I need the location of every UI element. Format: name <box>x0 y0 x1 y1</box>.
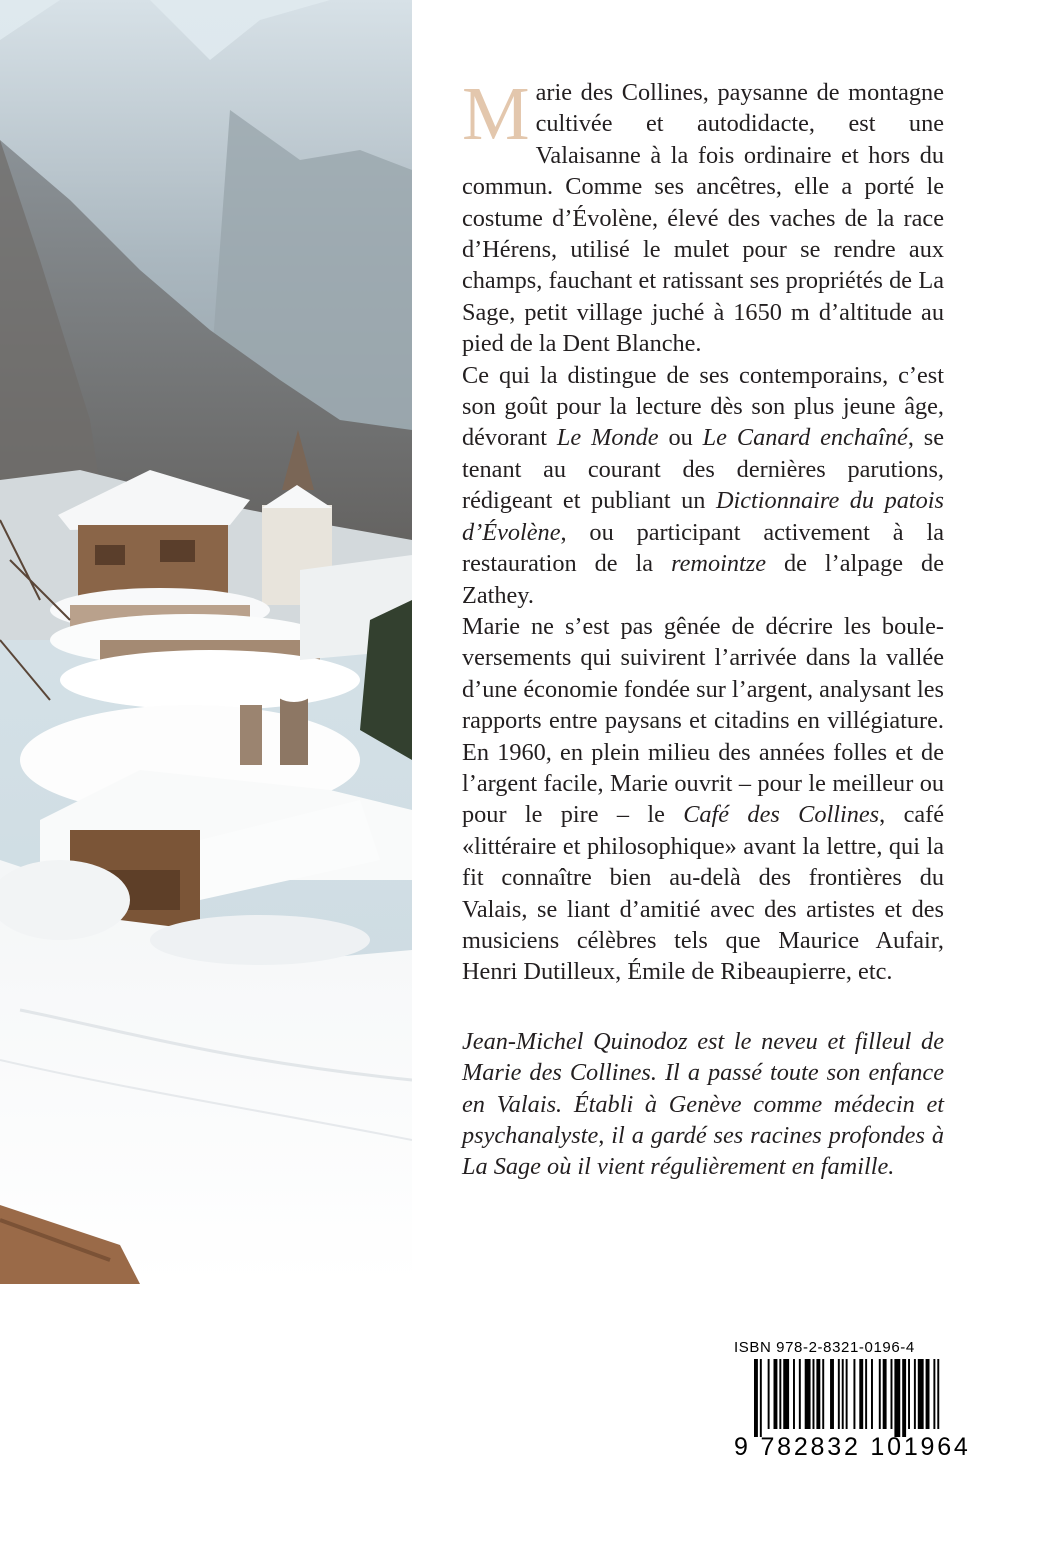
barcode-bar <box>813 1359 815 1429</box>
p2-title-le-monde: Le Monde <box>556 424 659 452</box>
author-bio: Jean-Michel Quinodoz est le neveu et filleul de Marie des Collines. Il a passé toute son enfance en Valais. Établi à Genève comme médecin et psychanalyste, il a gardé ses racines profondes à La Sage où il vient régulièrement en famille. <box>462 1027 944 1181</box>
barcode-bar <box>830 1359 834 1429</box>
p2-text-i: de l’alpage de Zathey. <box>462 550 944 609</box>
barcode-bar <box>768 1359 770 1429</box>
barcode-bar <box>871 1359 873 1429</box>
barcode-bar <box>779 1359 781 1429</box>
barcode-bar <box>805 1359 811 1429</box>
barcode-bar <box>926 1359 930 1429</box>
isbn-barcode <box>734 1339 971 1464</box>
barcode-bar <box>879 1359 881 1429</box>
barcode-bar <box>933 1359 935 1429</box>
isbn-label: ISBN 978-2-8321-0196-4 <box>734 1339 915 1356</box>
barcode-bars <box>734 1359 946 1437</box>
p2-text-c: ou <box>658 424 703 452</box>
barcode-bar <box>816 1359 820 1429</box>
back-cover-text <box>462 72 945 1183</box>
barcode-bar <box>914 1359 916 1429</box>
p3-text-c: , café «littéraire et philosophique» avant la lettre, qui la fit connaître bien au-delà des frontières du Valais, se liant d’amitié avec des artistes et des musiciens célèbres tels que Maurice Aufair, Henri Dutilleux, Émile de Ribeaupierre, etc. <box>462 801 945 986</box>
p2-text-g: , ou participant activement à la restauration de la <box>462 518 944 578</box>
paragraph-2 <box>462 360 944 611</box>
barcode-bar <box>918 1359 924 1429</box>
barcode-bar <box>774 1359 778 1429</box>
barcode-bar <box>894 1359 900 1437</box>
paragraph-1 <box>462 72 944 360</box>
barcode-bar <box>908 1359 910 1429</box>
p2-title-canard: Le Canard enchaîné <box>702 424 908 452</box>
barcode-bar <box>760 1359 762 1437</box>
barcode-bar <box>865 1359 867 1429</box>
p2-text-a: Ce qui la distingue de ses contemporains, c’est son goût pour la lecture dès son plus jeune âge, dévorant <box>462 361 944 452</box>
barcode-bar <box>859 1359 863 1429</box>
p2-text-e: , se tenant au courant des dernières parutions, rédigeant et publiant un <box>462 424 945 515</box>
barcode-bar <box>902 1359 906 1437</box>
p3-text-a: Marie ne s’est pas gênée de décrire les bouleversements qui suivirent l’arrivée dans la vallée d’une économie fondée sur l’argent, analysant les rapports entre paysans et citadins en villégiature. En 1960, en plein milieu des années folles et de l’argent facile, Marie ouvrit – pour le meilleur ou pour le pire – le <box>462 612 944 829</box>
barcode-bar <box>883 1359 887 1429</box>
p2-title-dictionnaire: Dictionnaire du patois d’Évolène <box>462 487 944 546</box>
barcode-bar <box>891 1359 893 1429</box>
p2-term-remointze: remointze <box>671 550 766 578</box>
barcode-bar <box>754 1359 758 1437</box>
barcode-bar <box>937 1359 939 1429</box>
paragraph-1-text: arie des Collines, paysanne de montagne cultivée et autodidacte, est une Valaisanne à la fois ordinaire et hors du commun. Comme ses ancêtres, elle a porté le costume d’Évolène, élevé des vaches de la race d’Hérens, utilisé le mulet pour se rendre aux champs, fauchant et ratissant ses propriétés de La Sage, petit village juché à 1650 m d’altitude au pied de la Dent Blanche. <box>462 79 944 358</box>
barcode-digits: 9 782832 101964 <box>734 1433 971 1461</box>
barcode-bar <box>846 1359 848 1429</box>
p3-title-cafe: Café des Collines <box>683 801 880 829</box>
barcode-bar <box>783 1359 789 1429</box>
barcode-bar <box>822 1359 824 1429</box>
drop-cap: M <box>462 72 530 156</box>
cover-photo <box>0 0 412 1284</box>
barcode-bar <box>799 1359 801 1429</box>
barcode-bar <box>842 1359 844 1429</box>
barcode-bar <box>793 1359 795 1429</box>
paragraph-3 <box>462 611 944 988</box>
barcode-bar <box>838 1359 840 1429</box>
barcode-bar <box>853 1359 855 1429</box>
